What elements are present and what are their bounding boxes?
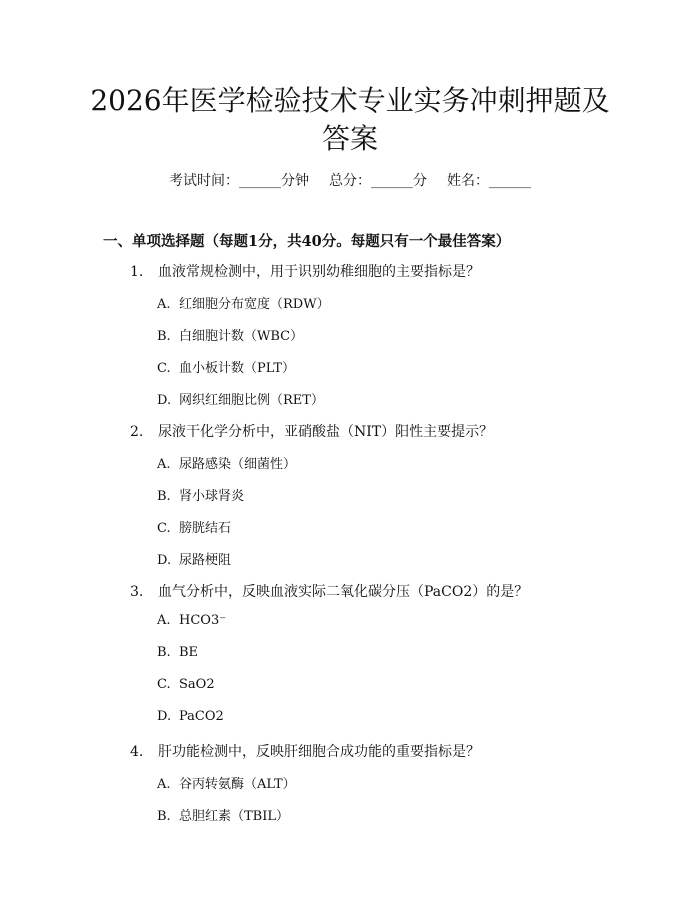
question-number: 3. — [130, 584, 144, 600]
option-2b — [157, 485, 244, 504]
option-1c — [157, 357, 295, 376]
question-2 — [130, 421, 493, 441]
document-title: 2026年医学检验技术专业实务冲刺押题及答案 — [90, 84, 610, 155]
question-number: 2. — [130, 424, 144, 440]
option-text: 尿路感染（细菌性） — [179, 457, 297, 472]
total-score-field: 总分：______分 — [329, 173, 427, 189]
option-1b — [157, 325, 303, 344]
option-4b — [157, 805, 289, 824]
option-letter: C. — [157, 521, 171, 536]
option-letter: A. — [157, 297, 171, 312]
option-text: 膀胱结石 — [179, 521, 232, 536]
exam-info-line — [0, 170, 700, 190]
option-text: 血小板计数（PLT） — [179, 361, 295, 376]
option-text: 谷丙转氨酶（ALT） — [179, 777, 296, 792]
option-text: PaCO2 — [179, 709, 224, 724]
question-text: 尿液干化学分析中，亚硝酸盐（NIT）阳性主要提示？ — [158, 424, 494, 440]
option-text: 网织红细胞比例（RET） — [179, 393, 324, 408]
option-2d — [157, 549, 231, 568]
option-3c — [157, 677, 215, 692]
option-text: 总胆红素（TBIL） — [179, 809, 289, 824]
option-text: SaO2 — [179, 677, 215, 692]
question-text: 血气分析中，反映血液实际二氧化碳分压（PaCO2）的是？ — [158, 584, 529, 600]
name-field: 姓名：______ — [447, 173, 531, 189]
option-3b — [157, 645, 198, 660]
question-number: 1. — [130, 264, 144, 280]
option-text: 红细胞分布宽度（RDW） — [179, 297, 330, 312]
exam-time-field: 考试时间：______分钟 — [169, 173, 309, 189]
option-letter: D. — [157, 553, 172, 568]
option-letter: A. — [157, 457, 171, 472]
question-text: 血液常规检测中，用于识别幼稚细胞的主要指标是？ — [158, 264, 480, 280]
option-letter: D. — [157, 393, 172, 408]
option-letter: C. — [157, 361, 171, 376]
section-heading: 一、单项选择题（每题1分，共40分。每题只有一个最佳答案） — [103, 233, 511, 250]
option-letter: B. — [157, 489, 171, 504]
option-3d — [157, 709, 224, 724]
option-4a — [157, 773, 296, 792]
option-text: BE — [179, 645, 199, 660]
option-letter: A. — [157, 613, 171, 628]
question-number: 4. — [130, 744, 144, 760]
option-letter: A. — [157, 777, 171, 792]
option-text: 白细胞计数（WBC） — [179, 329, 304, 344]
option-3a — [157, 613, 226, 628]
option-text: 肾小球肾炎 — [179, 489, 245, 504]
question-3 — [130, 581, 528, 601]
option-text: 尿路梗阻 — [179, 553, 232, 568]
option-2c — [157, 517, 231, 536]
option-letter: B. — [157, 329, 171, 344]
option-1a — [157, 293, 330, 312]
option-2a — [157, 453, 296, 472]
option-1d — [157, 389, 324, 408]
option-letter: D. — [157, 709, 172, 724]
option-letter: B. — [157, 809, 171, 824]
question-1 — [130, 261, 480, 281]
option-text: HCO3⁻ — [179, 613, 227, 628]
option-letter: C. — [157, 677, 171, 692]
question-text: 肝功能检测中，反映肝细胞合成功能的重要指标是？ — [158, 744, 480, 760]
option-letter: B. — [157, 645, 171, 660]
question-4 — [130, 741, 480, 761]
